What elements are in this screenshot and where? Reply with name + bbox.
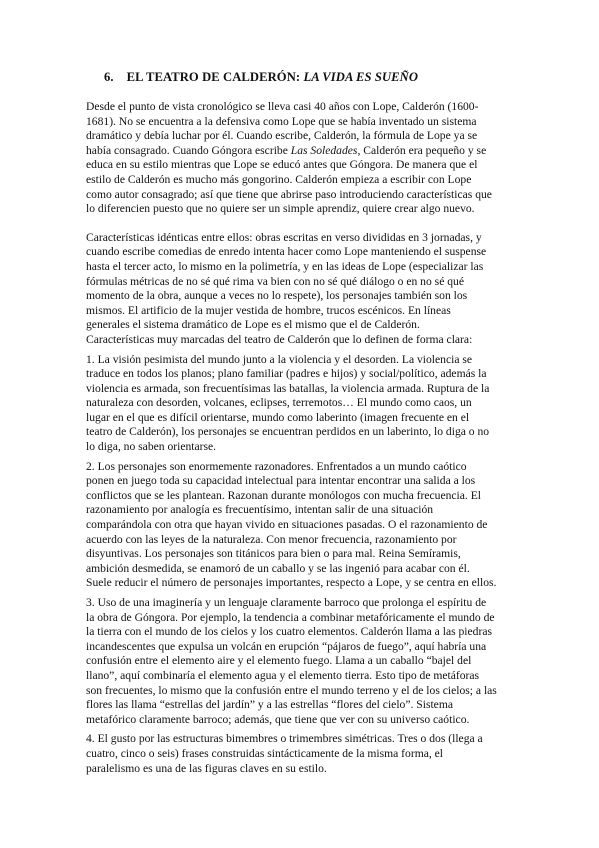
text-line: conflictos que se les plantean. Razonan durante monólogos con mucha frecuencia. El [86, 488, 482, 502]
text-line: Características idénticas entre ellos: obras escritas en verso divididas en 3 jornadas, y [86, 230, 482, 244]
text-line: la tierra con el mundo de los cielos y los cuatro elementos. Calderón llama a las piedras [86, 625, 492, 639]
paragraph-characteristics [86, 231, 514, 348]
text-line [86, 144, 514, 159]
text-line: traduce en todos los planos; plano familiar (padres e hijos) y social/político, además la [86, 367, 487, 381]
text-line: violencia es armada, son frecuentísimas las batallas, la violencia armada. Ruptura de la [86, 381, 490, 395]
text-line: teatro de Calderón), los personajes se encuentran perdidos en un laberinto, lo diga o no [86, 425, 490, 439]
text-line: Características muy marcadas del teatro de Calderón que lo definen de forma clara: [86, 332, 473, 346]
text-line: Desde el punto de vista cronológico se lleva casi 40 años con Lope, Calderón (1600- [86, 100, 479, 113]
paragraph-intro [86, 100, 514, 217]
text-line: disyuntivas. Los personajes son titánicos para bien o para mal. Reina Semíramis, [86, 547, 461, 561]
text-line: ambición desmedida, se enamoró de un caballo y se las ingenió para acabar con él. [86, 561, 470, 575]
text-line: Suele reducir el número de personajes importantes, respecto a Lope, y se centra en ellos. [86, 576, 497, 590]
text-line: metafórico claramente barroco; además, que tiene que ver con su universo caótico. [86, 712, 470, 726]
text-line: mismos. El artificio de la mujer vestida de hombre, trucos escénicos. En líneas [86, 303, 451, 317]
text-line: 1681). No se encuentra a la defensiva como Lope que se había inventado un sistema [86, 114, 477, 128]
list-item-point-1 [86, 353, 514, 455]
text-line: incandescentes que expulsa un volcán en erupción “pájaros de fuego”, aquí habría una [86, 639, 487, 653]
section-title-prefix: EL TEATRO DE CALDERÓN: [126, 70, 301, 84]
work-title-italic: Las Soledades [290, 143, 358, 157]
text-line: razonamiento por analogía es frecuentísimo, intentan salir de una situación [86, 503, 434, 517]
text-line: naturaleza con desorden, volcanes, eclipses, terremotos… El mundo como caos, un [86, 396, 472, 410]
text-line: cuatro, cinco o seis) frases construidas sintácticamente de la misma forma, el [86, 746, 444, 760]
text-line: cuando escribe comedias de enredo intenta hacer como Lope manteniendo el suspense [86, 245, 487, 259]
text-line: lo diferencien puesto que no quiere ser un simple aprendiz, quiere crear algo nuevo. [86, 202, 475, 216]
text-line: 4. El gusto por las estructuras bimembres o trimembres simétricas. Tres o dos (llega a [86, 732, 483, 746]
text-line: 3. Uso de una imaginería y un lenguaje claramente barroco que prolonga el espíritu de [86, 596, 487, 609]
text-line: paralelismo es una de las figuras claves en su estilo. [86, 761, 327, 775]
list-item-point-2 [86, 460, 514, 591]
text-line: lugar en el que es difícil orientarse, mundo como laberinto (imagen frecuente en el [86, 410, 470, 424]
text-line: hasta el tercer acto, lo mismo en la polimetría, y en las ideas de Lope (especializar las [86, 259, 484, 273]
text-line: estilo de Calderón es mucho más gongorino. Calderón empieza a escribir con Lope [86, 172, 472, 186]
text-line: lo diga, no saben orientarse. [86, 440, 217, 454]
section-number: 6. [104, 70, 114, 84]
text-line: como autor consagrado; así que tiene que abrirse paso introduciendo características que [86, 187, 492, 201]
section-title [104, 70, 418, 85]
text-fragment: , Calderón era pequeño y se [357, 143, 487, 157]
section-title-play: LA VIDA ES SUEÑO [303, 70, 419, 84]
text-line: dramático y debía luchar por él. Cuando escribe, Calderón, la fórmula de Lope ya se [86, 129, 478, 143]
list-item-point-3 [86, 596, 514, 727]
text-line: educa en su estilo mientras que Lope se educó antes que Góngora. De manera que el [86, 158, 478, 172]
text-line: llano”, aquí combinaría el elemento agua y el elemento tierra. Esto tipo de metáforas [86, 668, 480, 682]
list-item-point-4 [86, 732, 514, 776]
text-line: confusión entre el elemento aire y el elemento fuego. Llama a un caballo “bajel del [86, 654, 472, 668]
text-line: la obra de Góngora. Por ejemplo, la tendencia a combinar metafóricamente el mundo de [86, 610, 495, 624]
text-line: flores las llama “estrellas del jardín” y a las estrellas “flores del cielo”. Sistema [86, 698, 453, 712]
text-line: momento de la obra, aunque a veces no lo respete), los personajes también son los [86, 289, 468, 303]
document-body [86, 100, 514, 776]
text-fragment: había consagrado. Cuando Góngora escribe [86, 143, 291, 157]
text-line: generales el sistema dramático de Lope es el mismo que el de Calderón. [86, 318, 420, 332]
text-line: 1. La visión pesimista del mundo junto a la violencia y el desorden. La violencia se [86, 352, 473, 366]
text-line: acuerdo con las leyes de la naturaleza. Con menor frecuencia, razonamiento por [86, 532, 457, 546]
text-line: son frecuentes, lo mismo que la confusión entre el mundo terreno y el de los cielos; a las [86, 683, 497, 697]
text-line: 2. Los personajes son enormemente razonadores. Enfrentados a un mundo caótico [86, 459, 467, 473]
text-line: comparándola con otra que hayan vivido en situaciones pasadas. O el razonamiento de [86, 518, 488, 532]
text-line: ponen en juego toda su capacidad intelectual para intentar encontrar una salida a los [86, 474, 476, 488]
text-line: fórmulas métricas de no sé qué rima va bien con no sé qué diálogo o en no sé qué [86, 274, 464, 288]
